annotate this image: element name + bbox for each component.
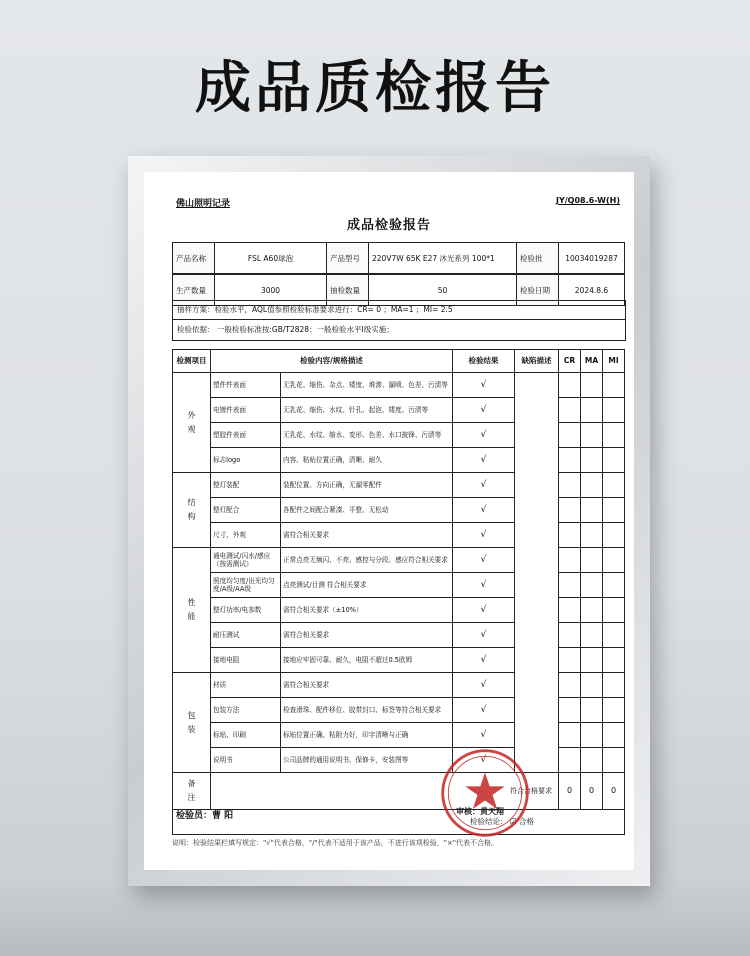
item-name: 通电测试/闪水/感应（按需测试） [211,548,281,573]
category-label: 性 能 [173,548,211,673]
defect-count-cell [603,423,625,448]
item-result: √ [453,448,515,473]
item-name: 标志logo [211,448,281,473]
item-description: 标贴位置正确、粘附力好，印字清晰与正确 [281,723,453,748]
remarks-verdict: 符合合格要求 [211,773,559,810]
defect-count-cell [581,673,603,698]
sampling-plan: 抽样方案：检验水平，AQL值参照检验标准要求进行：CR= 0 ；MA=1 ；MI= 2.5 [172,300,626,320]
defect-count-cell [559,498,581,523]
defect-count-cell [559,673,581,698]
item-description: 需符合相关要求 [281,623,453,648]
report-sheet [144,172,634,870]
defect-description-cell [515,373,559,773]
item-name: 接地电阻 [211,648,281,673]
defect-count-cell [603,698,625,723]
defect-count-cell [603,748,625,773]
item-result: √ [453,648,515,673]
column-mi: MI [603,350,625,373]
item-description: 正常点亮无频闪、不亮、感控与分段、感应符合相关要求 [281,548,453,573]
product-name-value: FSL A60球泡 [215,243,327,274]
item-result: √ [453,548,515,573]
defect-count-cell [581,473,603,498]
document-number: JY/Q08.6-W(H) [555,196,620,205]
item-description: 点亮测试/目测 符合相关要求 [281,573,453,598]
defect-count-cell [581,698,603,723]
item-description: 检查滑珠、配件移位、胶带封口、标签等符合相关要求 [281,698,453,723]
quantity-label: 生产数量 [173,275,215,306]
defect-count-cell [603,623,625,648]
item-name: 包装方法 [211,698,281,723]
item-result: √ [453,598,515,623]
item-name: 整灯装配 [211,473,281,498]
defect-count-cell [581,548,603,573]
defect-count-cell [603,598,625,623]
item-description: 装配位置、方向正确，无漏零配件 [281,473,453,498]
item-description: 需符合相关要求（±10%） [281,598,453,623]
item-result: √ [453,373,515,398]
item-name: 耐压测试 [211,623,281,648]
category-label: 外 观 [173,373,211,473]
item-name: 材质 [211,673,281,698]
defect-count-cell [559,648,581,673]
defect-count-cell [559,548,581,573]
defect-count-cell [603,673,625,698]
inspection-basis: 检验依据： 一般检验标准按:GB/T2828：一般检验水平Ⅰ级实施； [172,320,626,341]
item-name: 说明书 [211,748,281,773]
defect-count-cell [559,473,581,498]
report-title: 成品检验报告 [346,218,431,233]
defect-count-cell [581,648,603,673]
item-result: √ [453,398,515,423]
defect-count-cell [559,423,581,448]
item-result: √ [453,498,515,523]
column-item: 检测项目 [173,350,211,373]
remarks-label: 备 注 [173,773,211,810]
item-name: 照度均匀度/出光均匀度/A级/AA级 [211,573,281,598]
defect-count-cell [581,373,603,398]
item-name: 塑件件表面 [211,373,281,398]
defect-count-cell [559,598,581,623]
company-seal-stamp [438,746,532,840]
defect-count-cell [603,373,625,398]
column-content: 检验内容/规格描述 [211,350,453,373]
item-description: 内容、粘贴位置正确，清晰、耐久 [281,448,453,473]
total-ma: 0 [581,773,603,810]
defect-count-cell [559,448,581,473]
item-result: √ [453,698,515,723]
defect-count-cell [559,573,581,598]
item-result: √ [453,523,515,548]
item-description: 无乳花、水纹、缩水、变形、色差、水口披锋、污渍等 [281,423,453,448]
item-name: 塑胶件表面 [211,423,281,448]
defect-count-cell [603,648,625,673]
item-description: 公司品牌的通用说明书、保修卡，安装图等 [281,748,453,773]
defect-count-cell [559,748,581,773]
defect-count-cell [603,448,625,473]
defect-count-cell [603,498,625,523]
category-label: 包 装 [173,673,211,773]
defect-count-cell [559,623,581,648]
item-name: 整灯配合 [211,498,281,523]
defect-count-cell [581,573,603,598]
auditor-signature: 审核：黄天翔 [456,807,504,816]
defect-count-cell [559,373,581,398]
defect-count-cell [581,423,603,448]
defect-count-cell [581,498,603,523]
company-name: 佛山照明记录 [176,199,231,209]
date-label: 检验日期 [517,275,559,306]
category-label: 结 构 [173,473,211,548]
item-result: √ [453,573,515,598]
sample-value: 50 [369,275,517,306]
quantity-value: 3000 [215,275,327,306]
defect-count-cell [603,573,625,598]
pass-checkbox: ☑ 合格 [509,817,534,826]
total-cr: 0 [559,773,581,810]
date-value: 2024.8.6 [559,275,625,306]
batch-value: 10034019287 [559,243,625,274]
item-description: 无乳花、缩伤、水纹、针孔、起泡、矮度、污渍等 [281,398,453,423]
defect-count-cell [603,723,625,748]
column-result: 检验结果 [453,350,515,373]
defect-count-cell [581,448,603,473]
defect-count-cell [581,598,603,623]
defect-count-cell [559,398,581,423]
item-name: 电镀件表面 [211,398,281,423]
conclusion-row [173,810,625,835]
page-headline: 成品质检报告 [195,56,555,121]
item-description: 需符合相关要求 [281,673,453,698]
batch-label: 检验批 [517,243,559,274]
defect-count-cell [581,398,603,423]
defect-count-cell [559,698,581,723]
footnote: 说明：检验结果栏填写规定："√"代表合格，"/"代表不适用于该产品，不进行该项检验，"×"代表不合格。 [172,839,499,847]
defect-count-cell [581,623,603,648]
item-description: 无乳花、缩伤、杂点、矮度、堆渗、漏喷、色差、污渍等 [281,373,453,398]
table-row [173,373,625,398]
defect-count-cell [581,523,603,548]
product-name-label: 产品名称 [173,243,215,274]
item-description: 各配件之间配合紧凑、平整、无松动 [281,498,453,523]
item-result: √ [453,473,515,498]
conclusion-label: 检验结论： [470,817,508,826]
inspection-table [172,349,625,835]
column-cr: CR [559,350,581,373]
model-value: 220V7W 65K E27 沐光系列 100*1 [369,243,517,274]
item-name: 整灯功率/电参数 [211,598,281,623]
inspector-signature: 检验员：曹 阳 [176,811,234,821]
defect-count-cell [603,473,625,498]
column-defect: 缺陷描述 [515,350,559,373]
product-info-table [172,242,625,274]
total-mi: 0 [603,773,625,810]
item-description: 接地应牢固可靠、耐久，电阻不超过0.5欧姆 [281,648,453,673]
model-label: 产品型号 [327,243,369,274]
item-result: √ [453,748,515,773]
defect-count-cell [581,748,603,773]
defect-count-cell [603,523,625,548]
defect-count-cell [603,548,625,573]
defect-count-cell [559,523,581,548]
sample-label: 抽检数量 [327,275,369,306]
item-result: √ [453,423,515,448]
item-result: √ [453,623,515,648]
item-name: 尺寸、外观 [211,523,281,548]
column-ma: MA [581,350,603,373]
item-description: 需符合相关要求 [281,523,453,548]
item-result: √ [453,673,515,698]
defect-count-cell [603,398,625,423]
item-result: √ [453,723,515,748]
defect-count-cell [559,723,581,748]
item-name: 标贴、印刷 [211,723,281,748]
defect-count-cell [581,723,603,748]
